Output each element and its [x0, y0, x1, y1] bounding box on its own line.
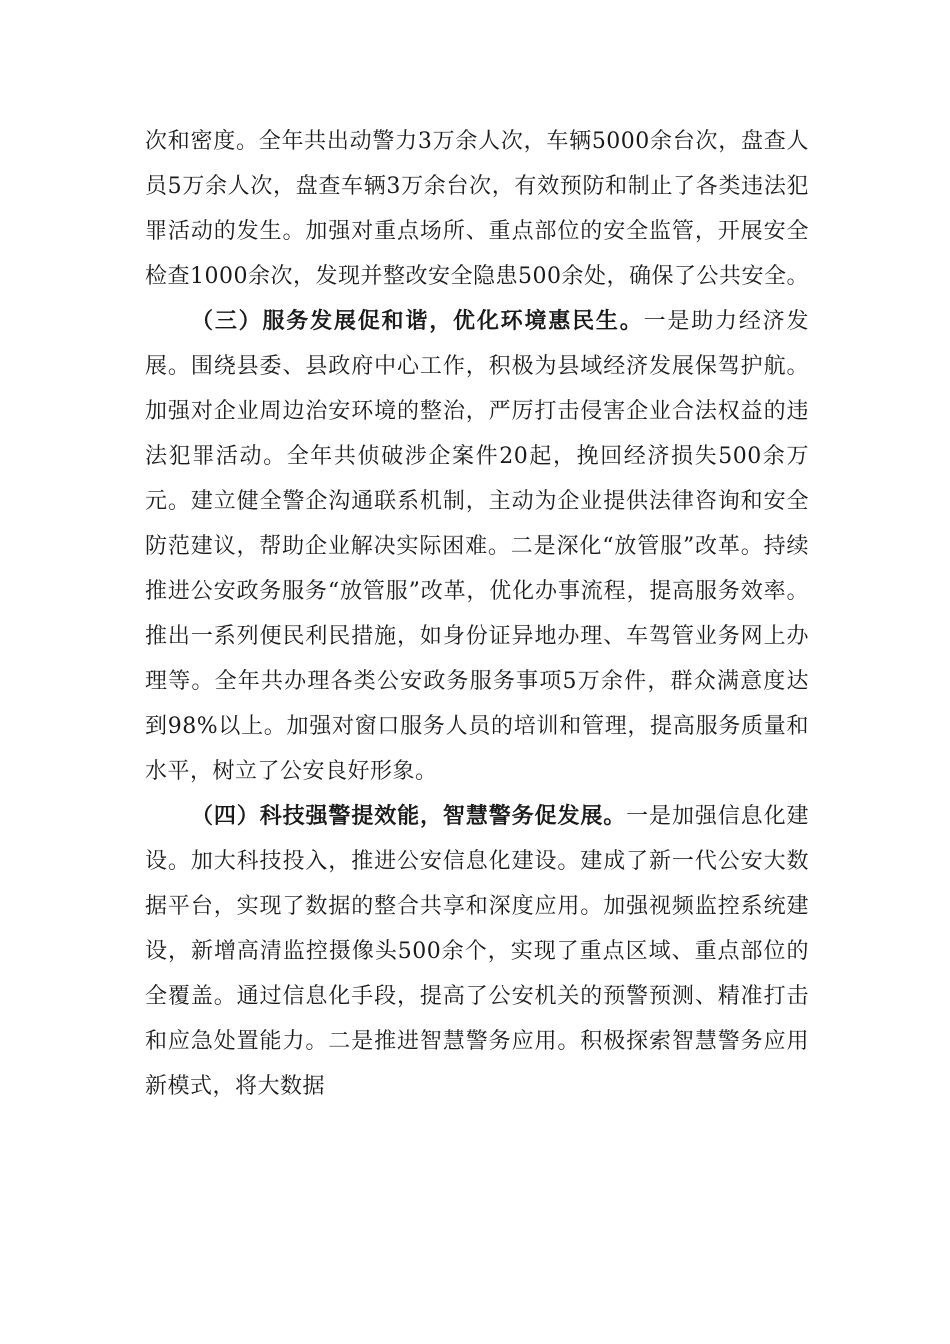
document-page: [145, 119, 809, 1109]
paragraph-service-development: [145, 299, 809, 794]
paragraph-text: 次和密度。全年共出动警力3万余人次，车辆5000余台次，盘查人员5万余人次，盘查车辆3万余台次，有效预防和制止了各类违法犯罪活动的发生。加强对重点场所、重点部位的安全监管，开展安全检查1000余次，发现并整改安全隐患500余处，确保了公共安全。: [145, 129, 809, 289]
paragraph-text: 一是助力经济发展。围绕县委、县政府中心工作，积极为县域经济发展保驾护航。加强对企业周边治安环境的整治，严厉打击侵害企业合法权益的违法犯罪活动。全年共侦破涉企案件20起，挽回经济损失500余万元。建立健全警企沟通联系机制，主动为企业提供法律咨询和安全防范建议，帮助企业解决实际困难。二是深化“放管服”改革。持续推进公安政务服务“放管服”改革，优化办事流程，提高服务效率。推出一系列便民利民措施，如身份证异地办理、车驾管业务网上办理等。全年共办理各类公安政务服务事项5万余件，群众满意度达到98%以上。加强对窗口服务人员的培训和管理，提高服务质量和水平，树立了公安良好形象。: [145, 309, 809, 784]
paragraph-public-safety: [145, 119, 809, 299]
paragraph-smart-policing: [145, 794, 809, 1109]
section-heading-four: （四）科技强警提效能，智慧警务促发展。: [191, 803, 627, 829]
paragraph-text: 一是加强信息化建设。加大科技投入，推进公安信息化建设。建成了新一代公安大数据平台，实现了数据的整合共享和深度应用。加强视频监控系统建设，新增高清监控摄像头500余个，实现了重点区域、重点部位的全覆盖。通过信息化手段，提高了公安机关的预警预测、精准打击和应急处置能力。二是推进智慧警务应用。积极探索智慧警务应用新模式，将大数据: [145, 804, 809, 1099]
section-heading-three: （三）服务发展促和谐，优化环境惠民生。: [191, 308, 644, 334]
